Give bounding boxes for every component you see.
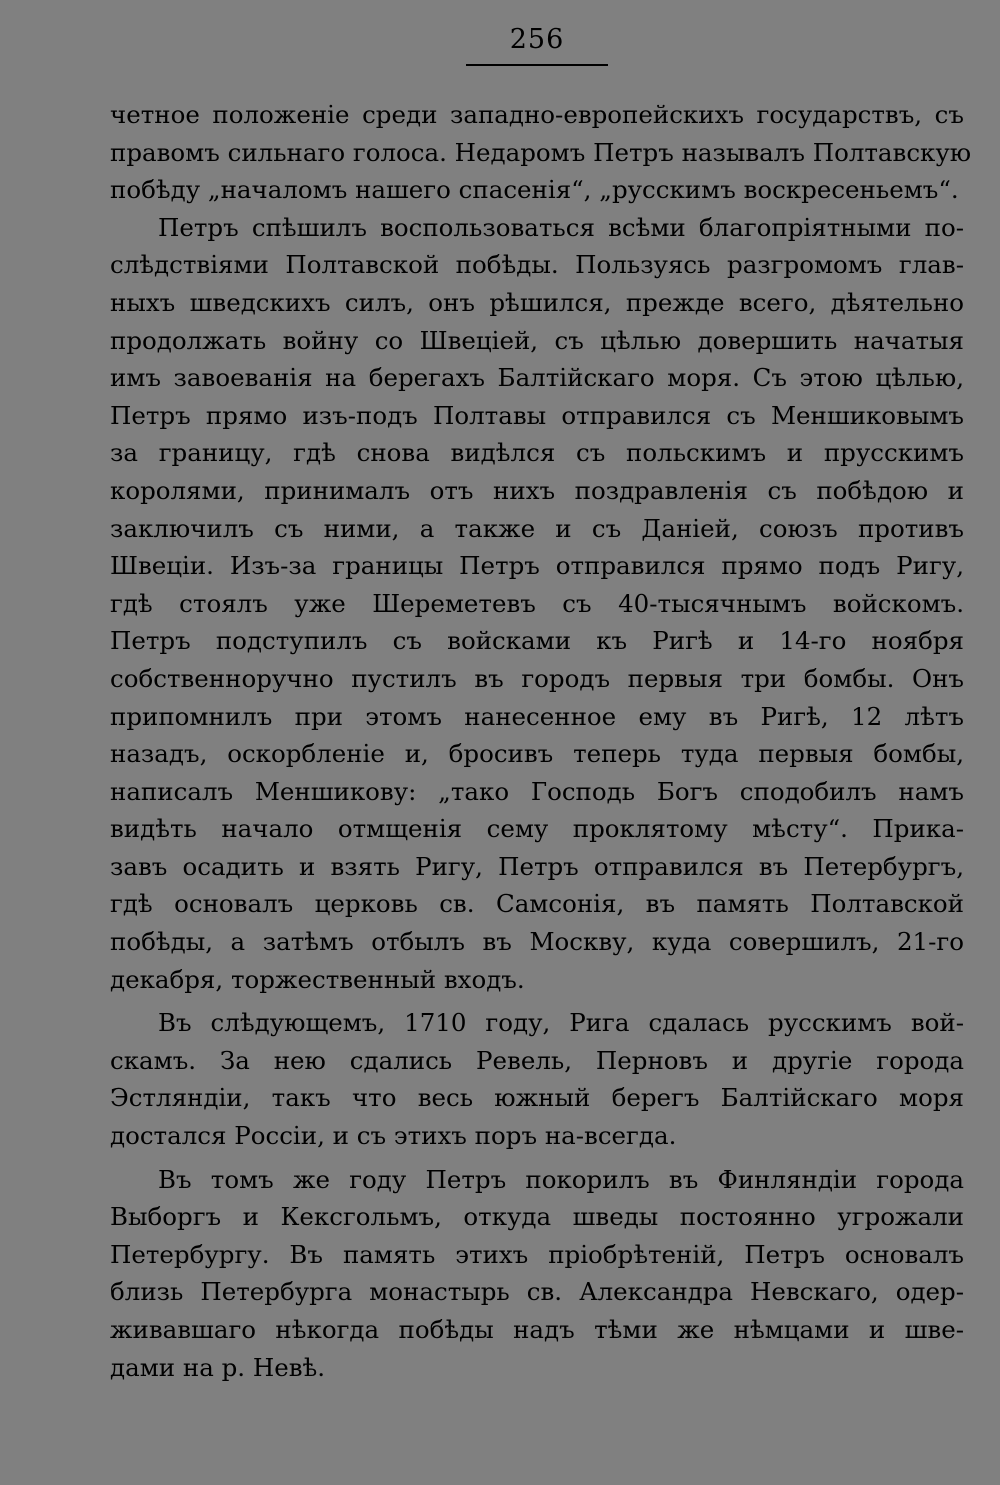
- text-line: слѣдствіями Полтавской побѣды. Пользуясь разгромомъ глав-: [110, 250, 964, 280]
- text-line: побѣды, а затѣмъ отбылъ въ Москву, куда совершилъ, 21-го: [110, 927, 964, 957]
- text-line: декабря, торжественный входъ.: [110, 964, 525, 994]
- text-line: Швеціи. Изъ-за границы Петръ отправился прямо подъ Ригу,: [110, 551, 964, 581]
- paragraph: [110, 1004, 964, 1154]
- text-line: написалъ Меншикову: „тако Господь Богъ сподобилъ намъ: [110, 776, 964, 806]
- text-line: собственноручно пустилъ въ городъ первыя три бомбы. Онъ: [110, 663, 964, 693]
- text-line: Въ слѣдующемъ, 1710 году, Рига сдалась русскимъ вой-: [158, 1008, 964, 1038]
- page-number: 256: [509, 24, 565, 55]
- header-rule: [466, 64, 608, 66]
- body-text: [110, 96, 972, 1386]
- text-line: Петръ спѣшилъ воспользоваться всѣми благопріятными по-: [158, 212, 964, 242]
- text-line: Петербургу. Въ память этихъ пріобрѣтеній, Петръ основалъ: [110, 1239, 964, 1269]
- text-line: имъ завоеванія на берегахъ Балтійскаго моря. Съ этою цѣлью,: [110, 363, 964, 393]
- text-line: достался Россіи, и съ этихъ поръ на-всегда.: [110, 1121, 677, 1151]
- text-line: Въ томъ же году Петръ покорилъ въ Финляндіи города: [158, 1164, 964, 1194]
- paragraph: [110, 96, 972, 209]
- text-line: Петръ подступилъ съ войсками къ Ригѣ и 14-го ноября: [110, 626, 964, 656]
- text-line: завъ осадить и взять Ригу, Петръ отправился въ Петербургъ,: [110, 851, 964, 881]
- text-line: дами на р. Невѣ.: [110, 1352, 326, 1382]
- paragraph: [110, 209, 964, 998]
- text-line: гдѣ основалъ церковь св. Самсонія, въ память Полтавской: [110, 889, 964, 919]
- text-line: ныхъ шведскихъ силъ, онъ рѣшился, прежде всего, дѣятельно: [110, 287, 964, 317]
- text-line: Выборгъ и Кексгольмъ, откуда шведы постоянно угрожали: [110, 1202, 964, 1232]
- text-line: назадъ, оскорбленіе и, бросивъ теперь туда первыя бомбы,: [110, 739, 964, 769]
- text-line: продолжать войну со Швеціей, съ цѣлью довершить начатыя: [110, 325, 964, 355]
- text-line: побѣду „началомъ нашего спасенія“, „русскимъ воскресеньемъ“.: [110, 175, 959, 205]
- paragraph: [110, 1161, 964, 1387]
- text-line: гдѣ стоялъ уже Шереметевъ съ 40-тысячнымъ войскомъ.: [110, 588, 964, 618]
- text-line: видѣть начало отмщенія сему проклятому мѣсту“. Прика-: [110, 814, 964, 844]
- text-line: скамъ. За нею сдались Ревель, Перновъ и другіе города: [110, 1045, 964, 1075]
- text-line: Эстляндіи, такъ что весь южный берегъ Балтійскаго моря: [110, 1083, 964, 1113]
- text-line: правомъ сильнаго голоса. Недаромъ Петръ называлъ Полтавскую: [110, 137, 972, 167]
- text-line: королями, принималъ отъ нихъ поздравленія съ побѣдою и: [110, 475, 964, 505]
- text-line: Петръ прямо изъ-подъ Полтавы отправился съ Меншиковымъ: [110, 400, 964, 430]
- text-line: близь Петербурга монастырь св. Александра Невскаго, одер-: [110, 1277, 964, 1307]
- text-line: за границу, гдѣ снова видѣлся съ польскимъ и прусскимъ: [110, 438, 964, 468]
- text-line: живавшаго нѣкогда побѣды надъ тѣми же нѣмцами и шве-: [110, 1315, 964, 1344]
- text-line: четное положеніе среди западно-европейскихъ государствъ, съ: [110, 100, 964, 129]
- text-line: припомнилъ при этомъ нанесенное ему въ Ригѣ, 12 лѣтъ: [110, 701, 964, 731]
- text-line: заключилъ съ ними, а также и съ Даніей, союзъ противъ: [110, 513, 964, 543]
